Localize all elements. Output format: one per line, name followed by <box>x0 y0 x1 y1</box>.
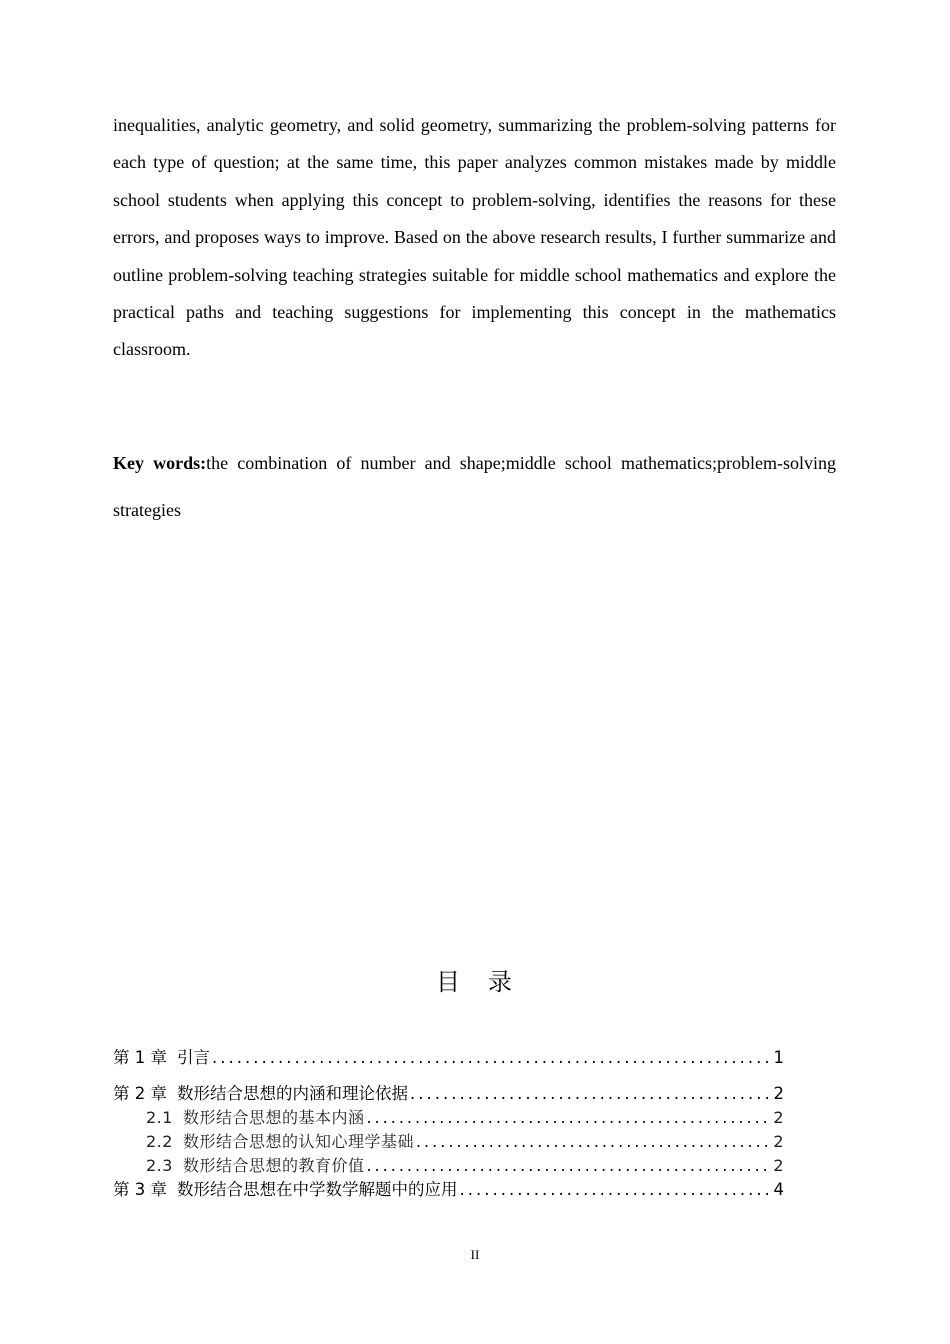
toc-dot-leader <box>212 1046 772 1070</box>
toc-entry-number: 2.1 <box>146 1108 173 1127</box>
toc-entry-section-2-1[interactable] <box>113 1106 784 1130</box>
toc-entry-section-2-2[interactable] <box>113 1130 784 1154</box>
toc-entry-number: 第 2 章 <box>113 1084 167 1103</box>
toc-entry-chapter-3[interactable] <box>113 1178 784 1202</box>
toc-entry-page: 2 <box>773 1084 784 1103</box>
toc-dot-leader <box>410 1082 772 1106</box>
abstract-continuation: inequalities, analytic geometry, and solid geometry, summarizing the problem-solving patterns for each type of question; at the same time, this paper analyzes common mistakes made by middle school students when applying this concept to problem-solving, identifies the reasons for these errors, and proposes ways to improve. Based on the above research results, I further summarize and outline problem-solving teaching strategies suitable for middle school mathematics and explore the practical paths and teaching suggestions for implementing this concept in the mathematics classroom. <box>113 115 836 360</box>
toc-dot-leader <box>416 1130 771 1154</box>
toc-entry-page: 2 <box>773 1108 784 1127</box>
toc-dot-leader <box>366 1106 771 1130</box>
toc-entry-title: 数形结合思想在中学数学解题中的应用 <box>177 1180 458 1199</box>
toc-entry-title: 数形结合思想的认知心理学基础 <box>182 1132 414 1151</box>
table-of-contents <box>113 1046 784 1202</box>
toc-entry-page: 4 <box>773 1180 784 1199</box>
toc-entry-page: 1 <box>773 1048 784 1067</box>
toc-entry-title: 数形结合思想的教育价值 <box>182 1156 365 1175</box>
keywords-text: the combination of number and shape;middle school mathematics;problem-solving strategies <box>113 453 836 520</box>
toc-entry-section-2-3[interactable] <box>113 1154 784 1178</box>
toc-entry-title: 数形结合思想的基本内涵 <box>182 1108 365 1127</box>
toc-dot-leader <box>366 1154 771 1178</box>
toc-title-char-2: 录 <box>488 968 514 996</box>
toc-title-char-1: 目 <box>436 968 462 996</box>
toc-entry-number: 2.3 <box>146 1156 173 1175</box>
toc-title <box>0 962 950 997</box>
toc-entry-number: 第 1 章 <box>113 1048 167 1067</box>
toc-entry-title: 引言 <box>177 1048 210 1067</box>
page-number: II <box>470 1247 480 1262</box>
toc-dot-leader <box>460 1178 772 1202</box>
toc-entry-number: 第 3 章 <box>113 1180 167 1199</box>
toc-entry-chapter-1[interactable] <box>113 1046 784 1070</box>
toc-entry-chapter-2[interactable] <box>113 1082 784 1106</box>
toc-entry-number: 2.2 <box>146 1132 173 1151</box>
toc-entry-title: 数形结合思想的内涵和理论依据 <box>177 1084 408 1103</box>
keywords-label: Key words: <box>113 453 207 473</box>
toc-entry-page: 2 <box>773 1156 784 1175</box>
toc-entry-page: 2 <box>773 1132 784 1151</box>
keywords-paragraph <box>113 440 836 534</box>
